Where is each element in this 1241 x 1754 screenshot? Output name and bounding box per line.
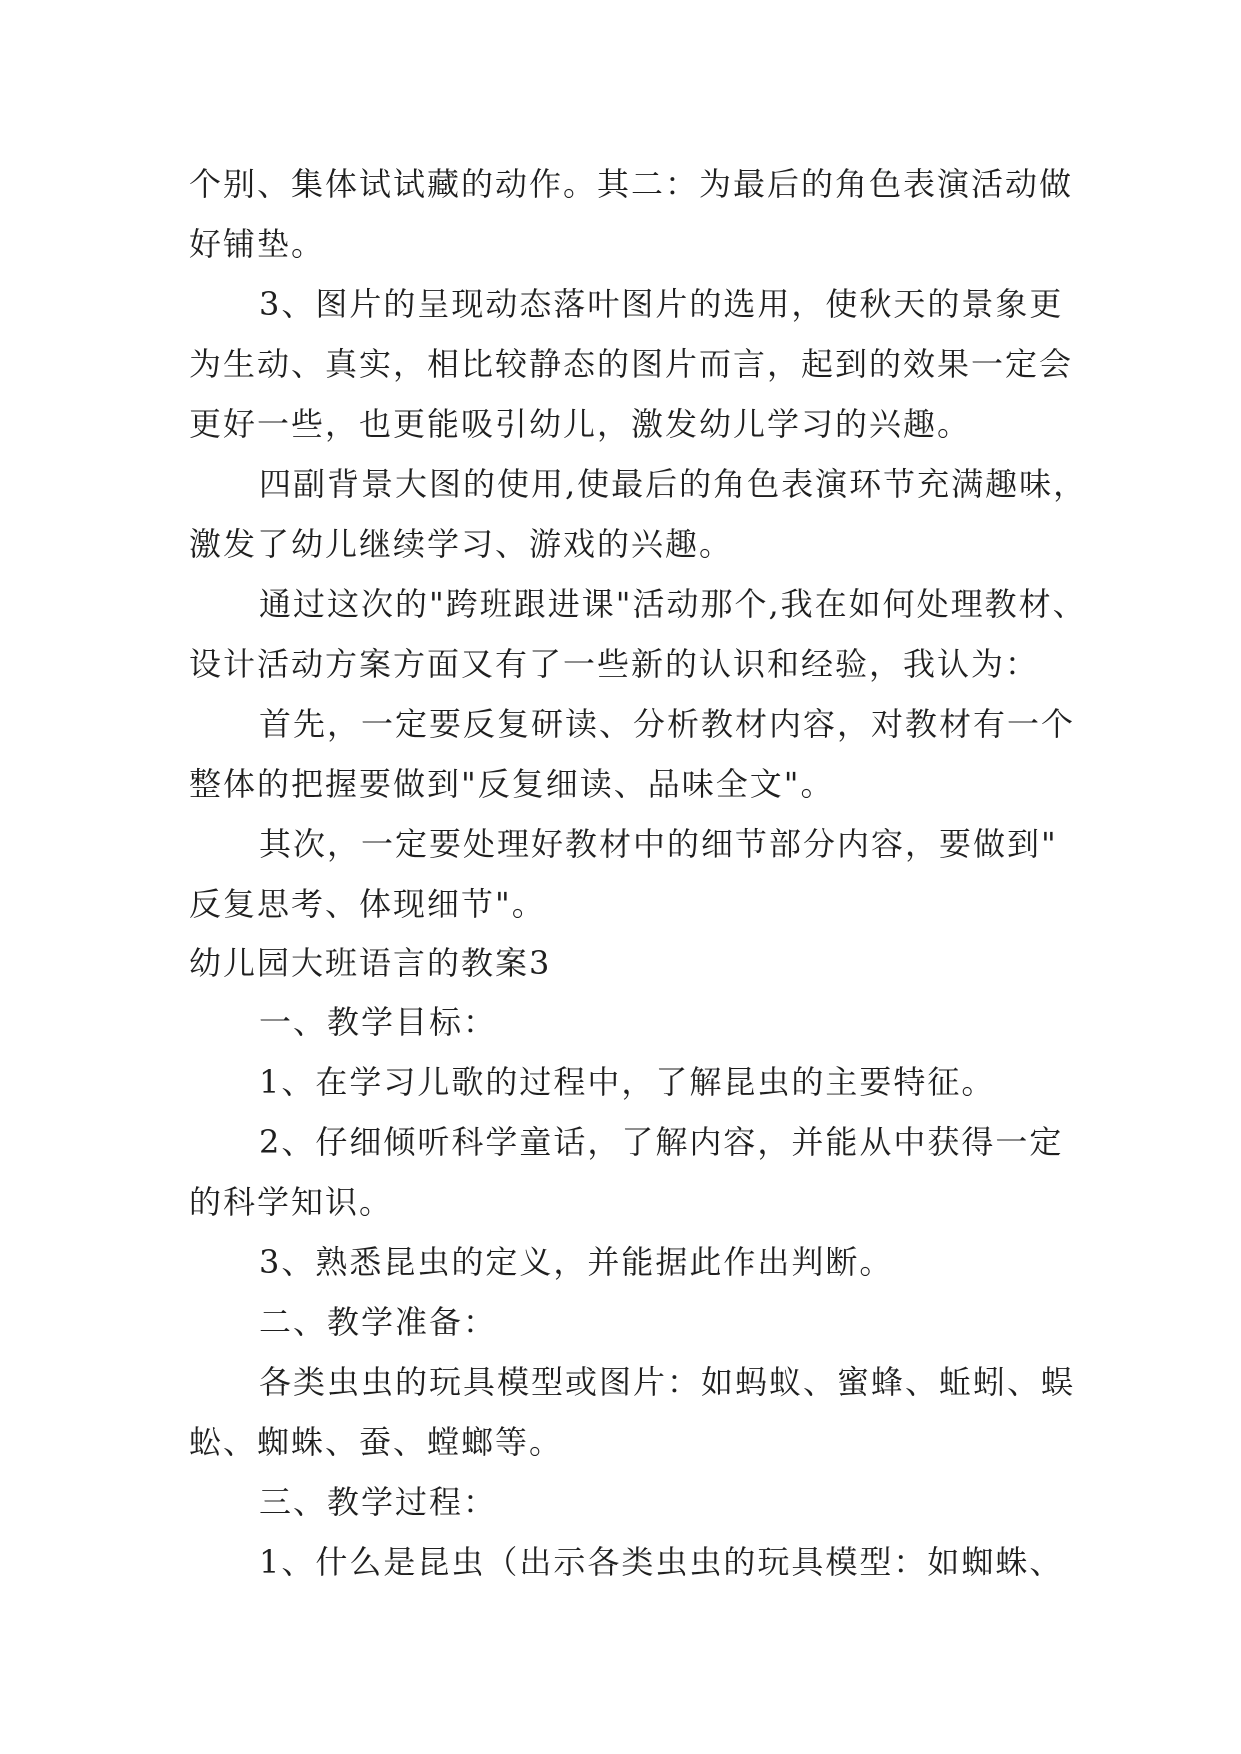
section-heading: 幼儿园大班语言的教案3 xyxy=(189,944,552,982)
paragraph-line: 3、熟悉昆虫的定义，并能据此作出判断。 xyxy=(259,1243,894,1281)
subheading-line: 二、教学准备： xyxy=(259,1303,498,1341)
document-body xyxy=(189,154,1088,1592)
paragraph-line: 激发了幼儿继续学习、游戏的兴趣。 xyxy=(189,525,734,563)
paragraph-line: 蚣、蜘蛛、蚕、螳螂等。 xyxy=(189,1423,564,1461)
paragraph-line: 其次，一定要处理好教材中的细节部分内容，要做到" xyxy=(259,825,1058,863)
paragraph-line: 2、仔细倾听科学童话，了解内容，并能从中获得一定 xyxy=(259,1123,1064,1161)
paragraph-line: 1、什么是昆虫（出示各类虫虫的玩具模型：如蜘蛛、 xyxy=(259,1543,1064,1581)
paragraph-line: 更好一些，也更能吸引幼儿，激发幼儿学习的兴趣。 xyxy=(189,405,972,443)
paragraph-line: 反复思考、体现细节"。 xyxy=(189,885,546,923)
paragraph-line: 通过这次的"跨班跟进课"活动那个,我在如何处理教材、 xyxy=(259,585,1087,623)
paragraph-line: 各类虫虫的玩具模型或图片：如蚂蚁、蜜蜂、蚯蚓、蜈 xyxy=(259,1363,1076,1401)
paragraph-line: 的科学知识。 xyxy=(189,1183,394,1221)
paragraph-line: 1、在学习儿歌的过程中，了解昆虫的主要特征。 xyxy=(259,1063,996,1101)
paragraph-line: 个别、集体试试藏的动作。其二：为最后的角色表演活动做 xyxy=(189,165,1074,203)
paragraph-line: 设计活动方案方面又有了一些新的认识和经验，我认为： xyxy=(189,645,1040,683)
subheading-line: 三、教学过程： xyxy=(259,1483,498,1521)
paragraph-line: 四副背景大图的使用,使最后的角色表演环节充满趣味， xyxy=(259,465,1088,503)
paragraph-line: 3、图片的呈现动态落叶图片的选用，使秋天的景象更 xyxy=(259,285,1064,323)
paragraph-line: 整体的把握要做到"反复细读、品味全文"。 xyxy=(189,765,835,803)
paragraph-line: 好铺垫。 xyxy=(189,225,326,263)
paragraph-line: 首先，一定要反复研读、分析教材内容，对教材有一个 xyxy=(259,705,1076,743)
paragraph-line: 为生动、真实，相比较静态的图片而言，起到的效果一定会 xyxy=(189,345,1074,383)
subheading-line: 一、教学目标： xyxy=(259,1003,498,1041)
